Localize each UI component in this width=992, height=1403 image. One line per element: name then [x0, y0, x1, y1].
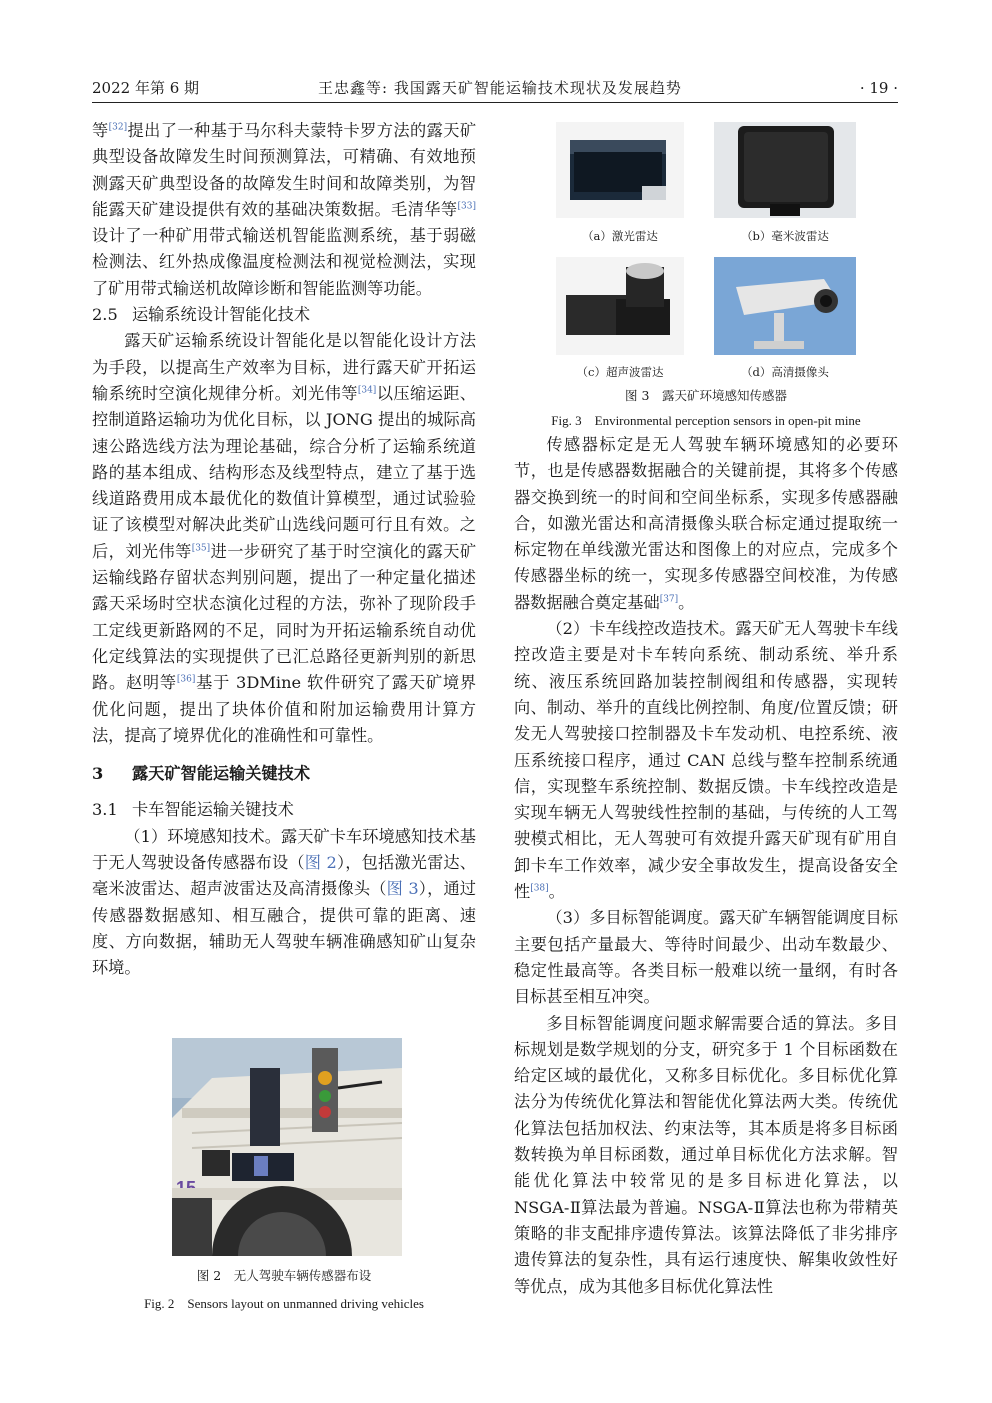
ultrasonic-radar-photo: [556, 257, 684, 355]
figure-link[interactable]: 图 2: [304, 853, 337, 873]
citation-link[interactable]: [37]: [659, 594, 679, 605]
paragraph: 露天矿运输系统设计智能化是以智能化设计方法为手段，以提高生产效率为目标，进行露天矿开拓运输系统时空演化规律分析。刘光伟等[34]以压缩运距、控制道路运输功为优化目标，以 JONG 提出的城际高速公路选线方法为理论基础，综合分析了运输系统道路的基本组成、结构形态及线型特点，建立了基于选线道路费用成本最优化的数值计算模型，通过试验验证了该模型对解决此类矿山选线问题可行且有效。之后，刘光伟等[35]进一步研究了基于时空演化的露天矿运输线路存留状态判别问题，提出了一种定量化描述露天采场时空状态演化过程的方法，弥补了现阶段手工定线更新路网的不足，同时为开拓运输系统自动优化定线算法的实现提供了已汇总路径更新判别的新思路。赵明等[36]基于 3DMine 软件研究了露天矿境界优化问题，提出了块体价值和附加运输费用计算方法，提高了境界优化的准确性和可靠性。: [92, 331, 477, 745]
citation-link[interactable]: [34]: [357, 385, 377, 396]
running-header: [92, 78, 898, 103]
unmanned-truck-photo: [172, 1038, 402, 1256]
paragraph: （3）多目标智能调度。露天矿车辆智能调度目标主要包括产量最大、等待时间最少、出动车数最少、稳定性最高等。各类目标一般难以统一量纲，有时各目标甚至相互冲突。: [514, 908, 898, 1007]
citation-link[interactable]: [35]: [191, 543, 211, 554]
right-column: [514, 432, 898, 1300]
page-number: · 19 ·: [859, 79, 898, 97]
figure-2-caption-zh: 图 2 无人驾驶车辆传感器布设: [196, 1268, 372, 1283]
paragraph: 等[32]提出了一种基于马尔科夫蒙特卡罗方法的露天矿典型设备故障发生时间预测算法，可精确、有效地预测露天矿典型设备的故障发生时间和故障类别，为智能露天矿建设提供有效的基础决策数据。毛清华等[33]设计了一种矿用带式输送机智能监测系统，基于弱磁检测法、红外热成像温度检测法和视觉检测法，实现了矿用带式输送机故障诊断和智能监测等功能。: [92, 121, 477, 298]
citation-link[interactable]: [32]: [108, 122, 128, 133]
lidar-photo: [556, 122, 684, 218]
issue-label: 2022 年第 6 期: [92, 79, 200, 97]
section-heading-2-5: 2.5 运输系统设计智能化技术: [92, 305, 311, 325]
figure-3-caption-en: Fig. 3 Environmental perception sensors in open-pit mine: [551, 413, 861, 428]
figure-link[interactable]: 图 3: [386, 879, 419, 899]
citation-link[interactable]: [36]: [176, 674, 196, 685]
hd-camera-photo: [714, 257, 856, 355]
mmwave-radar-photo: [714, 122, 856, 218]
paragraph: 传感器标定是无人驾驶车辆环境感知的必要环节，也是传感器数据融合的关键前提，其将多个传感器交换到统一的时间和空间坐标系，实现多传感器融合，如激光雷达和高清摄像头联合标定通过提取统一标定物在单线激光雷达和图像上的对应点，完成多个传感器坐标的统一，实现多传感器空间校准，为传感器数据融合奠定基础[37]。: [514, 435, 898, 612]
paragraph: （2）卡车线控改造技术。露天矿无人驾驶卡车线控改造主要是对卡车转向系统、制动系统、举升系统、液压系统回路加装控制阀组和传感器，实现转向、制动、举升的直线比例控制、角度/位置反馈；研发无人驾驶接口控制器及卡车发动机、电控系统、液压系统接口程序，通过 CAN 总线与整车控制系统通信，实现整车系统控制、数据反馈。卡车线控改造是实现车辆无人驾驶线性控制的基础，与传统的人工驾驶模式相比，无人驾驶可有效提升露天矿现有矿用自卸卡车工作效率，减少安全事故发生，提高设备安全性[38]。: [514, 619, 898, 902]
figure-3a-label: （a）激光雷达: [582, 229, 658, 243]
article-running-title: 王忠鑫等: 我国露天矿智能运输技术现状及发展趋势: [318, 79, 682, 97]
section-heading-3-1: 3.1 卡车智能运输关键技术: [92, 800, 294, 820]
figure-3b-label: （b）毫米波雷达: [741, 229, 829, 243]
figure-3-caption-zh: 图 3 露天矿环境感知传感器: [625, 388, 787, 403]
figure-3d-label: （d）高清摄像头: [741, 365, 829, 379]
citation-link[interactable]: [33]: [457, 201, 476, 212]
figure-3c-label: （c）超声波雷达: [576, 365, 664, 379]
citation-link[interactable]: [38]: [530, 883, 549, 894]
paragraph: 多目标智能调度问题求解需要合适的算法。多目标规划是数学规划的分支，研究多于 1 个目标函数在给定区域的最优化，又称多目标优化。多目标优化算法分为传统优化算法和智能优化算法两大类。传统优化算法包括加权法、约束法等，其本质是将多目标函数转换为单目标函数，通过单目标优化方法求解。智能优化算法中较常见的是多目标进化算法，以 NSGA-Ⅱ算法最为普遍。NSGA-Ⅱ算法也称为带精英策略的非支配排序遗传算法。该算法降低了非劣排序遗传算法的复杂性，具有运行速度快、解集收敛性好等优点，成为其他多目标优化算法性: [514, 1013, 898, 1296]
paragraph: （1）环境感知技术。露天矿卡车环境感知技术基于无人驾驶设备传感器布设（图 2），包括激光雷达、毫米波雷达、超声波雷达及高清摄像头（图 3），通过传感器数据感知、相互融合，提供可靠的距离、速度、方向数据，辅助无人驾驶车辆准确感知矿山复杂环境。: [92, 826, 476, 978]
figure-2-caption-en: Fig. 2 Sensors layout on unmanned driving vehicles: [144, 1296, 424, 1311]
left-column: [92, 118, 476, 982]
section-heading-3: 3 露天矿智能运输关键技术: [92, 764, 311, 784]
